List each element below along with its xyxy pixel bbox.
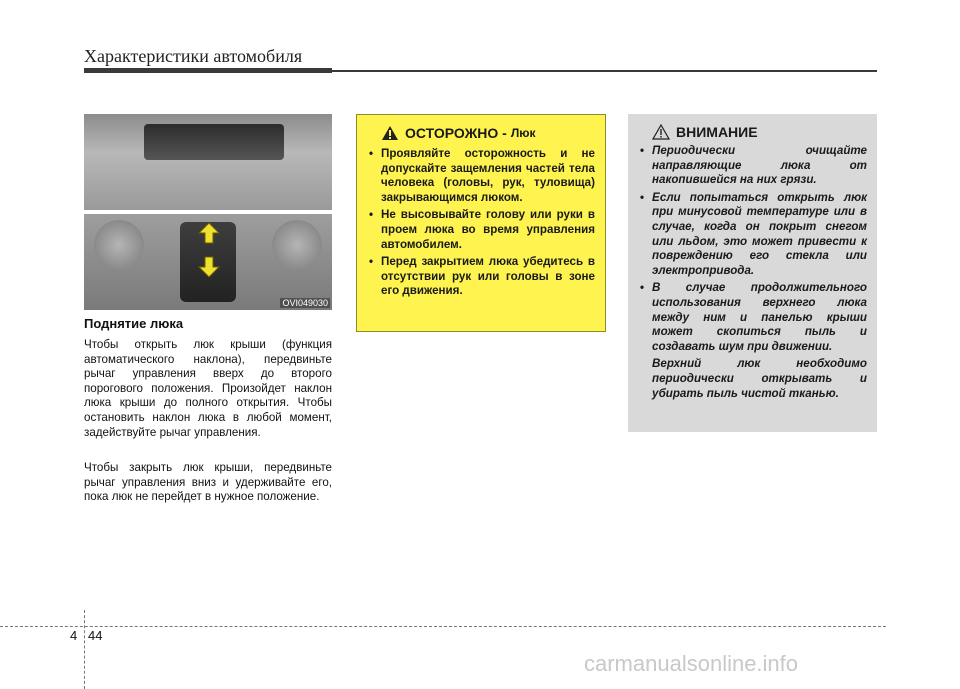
caution-list (640, 144, 867, 401)
caution-title: ВНИМАНИЕ (676, 124, 758, 140)
warning-subtitle: Люк (510, 126, 536, 140)
body-paragraph-open: Чтобы открыть люк крыши (функция автоматического наклона), передвиньте рычаг управления вверх до второго порогового положения. Произойдет наклон люка крыши до полного открытия. Чтобы остановить наклон люка в любой момент, задействуйте рычаг управления. (84, 338, 332, 439)
photo-lamp-right (272, 220, 322, 270)
body-paragraph-close: Чтобы закрыть люк крыши, передвиньте рычаг управления вниз и удерживайте его, пока люк не перейдет в нужное положение. (84, 461, 332, 504)
arrow-up-icon (198, 222, 220, 244)
photo-sunroof-glass (144, 124, 284, 160)
photo-roof-panel (84, 114, 332, 210)
chapter-number: 4 (70, 628, 78, 643)
section-title: Поднятие люка (84, 316, 184, 331)
page-header-title: Характеристики автомобиля (84, 46, 303, 66)
figure-code: OVI049030 (282, 298, 328, 308)
caution-header (640, 124, 867, 140)
caution-item: • В случае продолжительного использования верхнего люка между ним и панелью крыши может скопиться пыль и создавать шум при движении. (640, 281, 867, 354)
caution-item: • Периодически очищайте направляющие люка от накопившейся на них грязи. (640, 144, 867, 188)
warning-item: • Не высовывайте голову или руки в проем люка во время управления автомобилем. (369, 208, 595, 252)
warning-header (369, 125, 595, 141)
caution-triangle-icon (652, 124, 670, 140)
warning-list (369, 147, 595, 299)
warning-triangle-icon (381, 125, 399, 141)
header-rule-thick (84, 68, 332, 73)
footer-rule (0, 626, 886, 627)
page-number: 44 (88, 628, 103, 643)
photo-lamp-left (94, 220, 144, 270)
warning-title: ОСТОРОЖНО - (405, 125, 507, 141)
footer-divider (84, 610, 85, 689)
caution-box (628, 114, 877, 432)
caution-continuation: Верхний люк необходимо периодически открывать и убирать пыль чистой тканью. (652, 357, 867, 400)
watermark: carmanualsonline.info (584, 651, 799, 676)
warning-item: • Перед закрытием люка убедитесь в отсутствии рук или головы в зоне его движения. (369, 255, 595, 299)
sunroof-photo (84, 114, 332, 310)
arrow-down-icon (198, 256, 220, 278)
header-rule-thin (332, 70, 877, 72)
warning-item: • Проявляйте осторожность и не допускайте защемления частей тела человека (головы, рук, туловища) закрывающимся люком. (369, 147, 595, 205)
warning-box (356, 114, 606, 332)
caution-item: • Если попытаться открыть люк при минусовой температуре или в случае, когда он покрыт снегом или льдом, это может привести к повреждению его стекла или электропривода. (640, 191, 867, 279)
